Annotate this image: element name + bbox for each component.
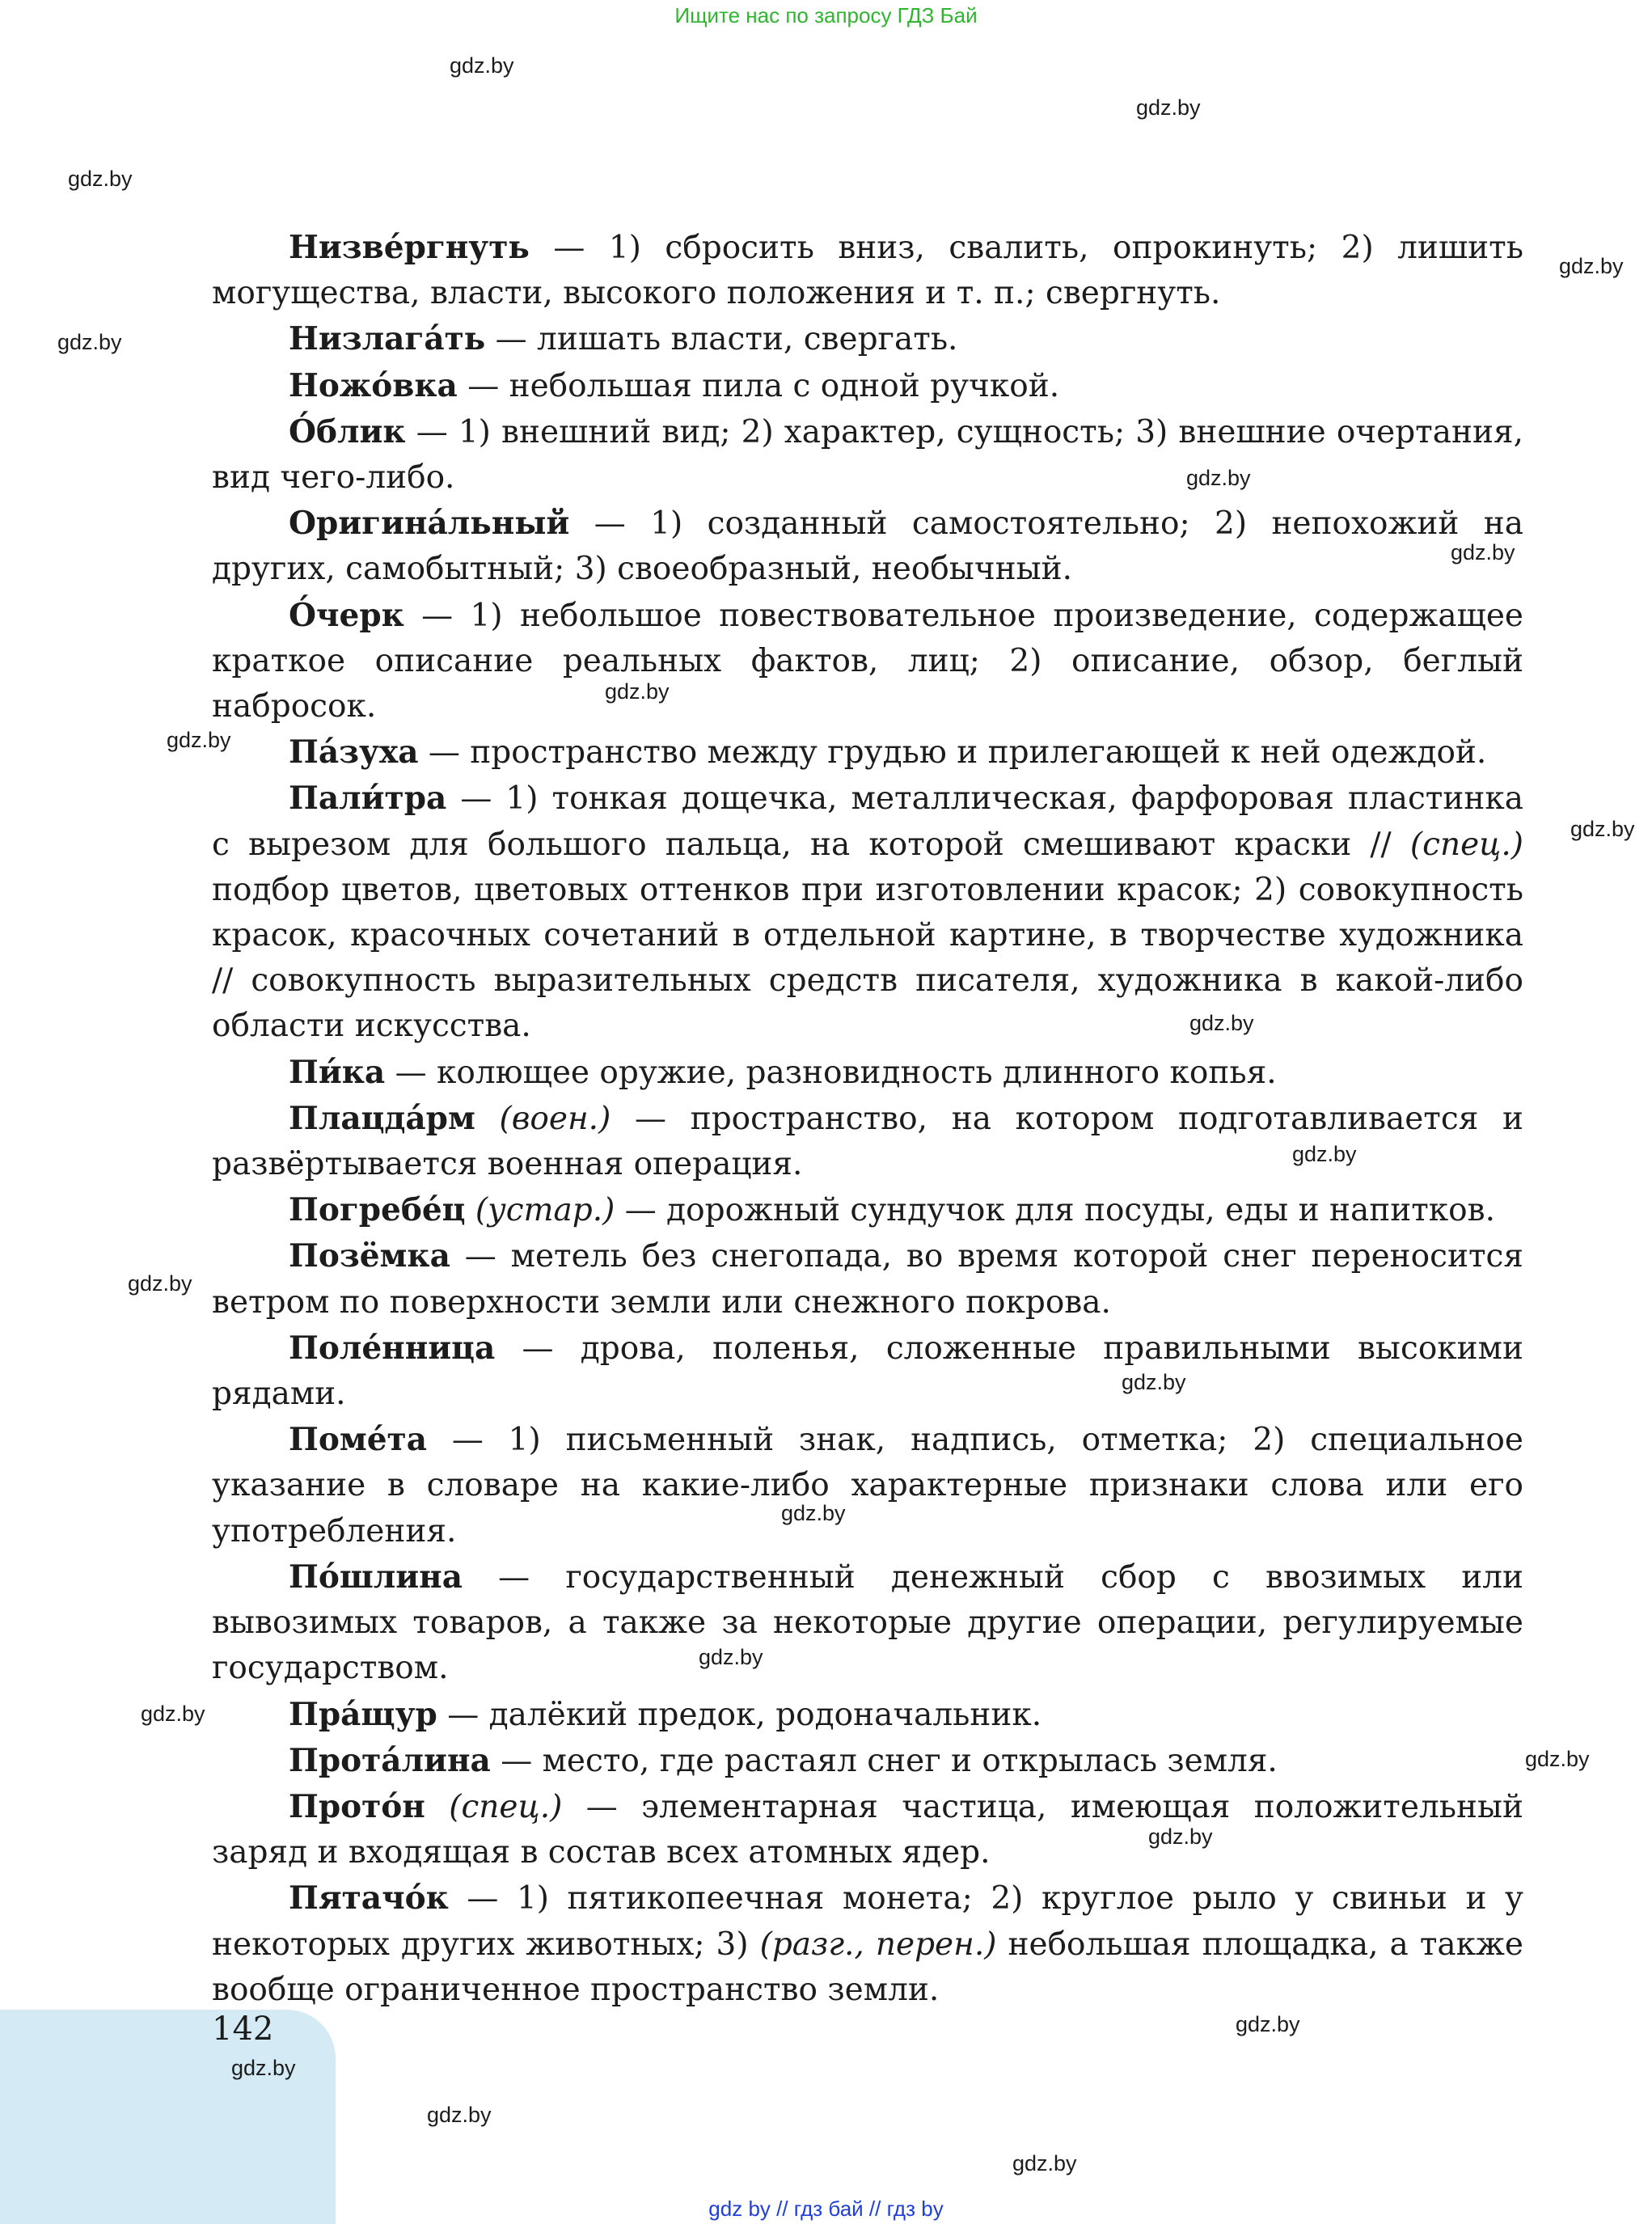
glossary-entry xyxy=(212,363,1523,409)
entry-definition: — небольшая пила с одной ручкой. xyxy=(457,367,1060,404)
glossary-entry xyxy=(212,501,1523,592)
glossary-entry xyxy=(212,1233,1523,1325)
entry-definition: — лишать власти, свергать. xyxy=(485,321,958,358)
watermark: gdz.by xyxy=(57,330,122,354)
entry-definition: — 1) созданный самостоятельно; 2) непохожий на других, самобытный; 3) своеобразный, необычный. xyxy=(212,505,1523,588)
watermark: gdz.by xyxy=(1525,1747,1590,1771)
entry-definition: — государственный денежный сбор с ввозимых или вывозимых товаров, а также за некоторые другие операции, регулируемые государством. xyxy=(212,1558,1523,1687)
entry-usage-note: (спец.) xyxy=(425,1788,563,1825)
entry-headword: Поле́нница xyxy=(289,1329,496,1367)
entry-definition: — колющее оружие, разновидность длинного копья. xyxy=(385,1054,1277,1091)
entry-headword: Поме́та xyxy=(289,1421,427,1459)
watermark: gdz.by xyxy=(1570,817,1635,841)
glossary-entry xyxy=(212,776,1523,1049)
entry-headword: О́блик xyxy=(289,412,406,450)
watermark: gdz.by xyxy=(699,1645,763,1669)
glossary-entry xyxy=(212,225,1523,316)
entry-definition: — 1) небольшое повествовательное произведение, содержащее краткое описание реальных фактов, лиц; 2) описание, обзор, беглый набросок. xyxy=(212,597,1523,725)
entry-definition: — 1) пятикопеечная монета; 2) круглое рыло у свиньи и у некоторых других животных; 3) xyxy=(212,1880,1523,1963)
entry-headword: Па́зуха xyxy=(289,734,419,772)
entry-headword: Пали́тра xyxy=(289,780,447,818)
glossary-entry xyxy=(212,409,1523,501)
watermark: gdz.by xyxy=(1136,95,1201,120)
watermark: gdz.by xyxy=(1122,1370,1186,1394)
entry-definition: — метель без снегопада, во время которой снег переносится ветром по поверхности земли или снежного покрова. xyxy=(212,1238,1523,1321)
glossary-content xyxy=(212,225,1523,2013)
entry-definition: — дрова, поленья, сложенные правильными высокими рядами. xyxy=(212,1330,1523,1413)
entry-definition: — дорожный сундучок для посуды, еды и напитков. xyxy=(615,1192,1496,1229)
watermark: gdz.by xyxy=(1189,1011,1254,1035)
entry-definition: небольшая площадка, а также вообще ограниченное пространство земли. xyxy=(212,1926,1524,2008)
glossary-entry xyxy=(212,1784,1523,1875)
watermark: gdz.by xyxy=(128,1271,192,1296)
entry-headword: Оригина́льный xyxy=(289,505,570,543)
entry-headword: Пра́щур xyxy=(289,1695,437,1733)
entry-definition: — пространство между грудью и прилегающей к ней одеждой. xyxy=(418,734,1487,772)
watermark: gdz.by xyxy=(1292,1142,1357,1166)
entry-definition: — далёкий предок, родоначальник. xyxy=(437,1696,1042,1733)
entry-usage-note: (спец.) xyxy=(1409,826,1523,863)
glossary-entry xyxy=(212,1875,1523,2013)
watermark: gdz.by xyxy=(1559,254,1624,278)
watermark: gdz.by xyxy=(231,2056,296,2080)
entry-definition: подбор цветов, цветовых оттенков при изготовлении красок; 2) совокупность красок, красочных сочетаний в отдельной картине, в творчестве художника // совокупность выразительных средств писателя, художника в какой-либо области искусства. xyxy=(212,871,1523,1045)
entry-definition: — пространство, на котором подготавливается и развёртывается военная операция. xyxy=(212,1100,1523,1183)
entry-definition: — 1) внешний вид; 2) характер, сущность; 3) внешние очертания, вид чего-либо. xyxy=(212,413,1523,497)
entry-headword: По́шлина xyxy=(289,1558,463,1596)
entry-definition: — 1) письменный знак, надпись, отметка; 2) специальное указание в словаре на какие-либо характерные признаки слова или его употребления. xyxy=(212,1422,1523,1550)
watermark: gdz.by xyxy=(141,1702,205,1726)
glossary-entry xyxy=(212,1554,1523,1692)
entry-headword: Позёмка xyxy=(289,1237,450,1275)
watermark: gdz.by xyxy=(427,2103,492,2127)
glossary-entry xyxy=(212,1050,1523,1096)
watermark: gdz.by xyxy=(605,679,670,704)
entry-definition: — место, где растаял снег и открылась земля. xyxy=(490,1742,1278,1779)
bottom-links[interactable]: gdz by // гдз бай // гдз by xyxy=(708,2197,944,2221)
entry-definition: — 1) сбросить вниз, свалить, опрокинуть; 2) лишить могущества, власти, высокого положения и т. п.; свергнуть. xyxy=(212,230,1523,312)
entry-headword: Погребе́ц xyxy=(289,1191,466,1229)
entry-headword: Прото́н xyxy=(289,1787,425,1825)
entry-headword: Пи́ка xyxy=(289,1053,386,1091)
entry-definition: — 1) тонкая дощечка, металлическая, фарфоровая пластинка с вырезом для большого пальца, на которой смешивают краски // xyxy=(212,780,1523,863)
entry-headword: Низве́ргнуть xyxy=(289,229,530,266)
glossary-entry xyxy=(212,729,1523,776)
glossary-entry xyxy=(212,316,1523,362)
watermark: gdz.by xyxy=(1451,540,1515,564)
entry-headword: Прота́лина xyxy=(289,1741,491,1779)
glossary-entry xyxy=(212,1096,1523,1187)
entry-headword: О́черк xyxy=(289,596,404,634)
watermark: gdz.by xyxy=(1012,2151,1077,2175)
entry-headword: Плацда́рм xyxy=(289,1099,475,1137)
glossary-entry xyxy=(212,1738,1523,1784)
glossary-entry xyxy=(212,1187,1523,1233)
watermark: gdz.by xyxy=(167,728,231,752)
watermark: gdz.by xyxy=(1148,1824,1213,1849)
page-number: 142 xyxy=(212,2010,274,2048)
watermark: gdz.by xyxy=(1186,466,1251,490)
glossary-entry xyxy=(212,1417,1523,1554)
entry-headword: Пятачо́к xyxy=(289,1879,449,1917)
entry-usage-note: (устар.) xyxy=(465,1192,615,1229)
glossary-entry xyxy=(212,593,1523,730)
watermark: gdz.by xyxy=(1236,2012,1300,2036)
entry-definition: — элементарная частица, имеющая положительный заряд и входящая в состав всех атомных ядер. xyxy=(212,1788,1523,1871)
entry-headword: Ножо́вка xyxy=(289,366,458,404)
glossary-entry xyxy=(212,1692,1523,1738)
entry-headword: Низлага́ть xyxy=(289,320,486,358)
watermark: gdz.by xyxy=(68,167,133,191)
glossary-entry xyxy=(212,1326,1523,1417)
page-number-tab xyxy=(0,2010,336,2224)
entry-usage-note: (разг., перен.) xyxy=(759,1926,997,1963)
top-banner[interactable]: Ищите нас по запросу ГДЗ Бай xyxy=(674,3,978,27)
entry-usage-note: (воен.) xyxy=(475,1100,611,1137)
watermark: gdz.by xyxy=(450,53,514,78)
watermark: gdz.by xyxy=(781,1501,846,1525)
